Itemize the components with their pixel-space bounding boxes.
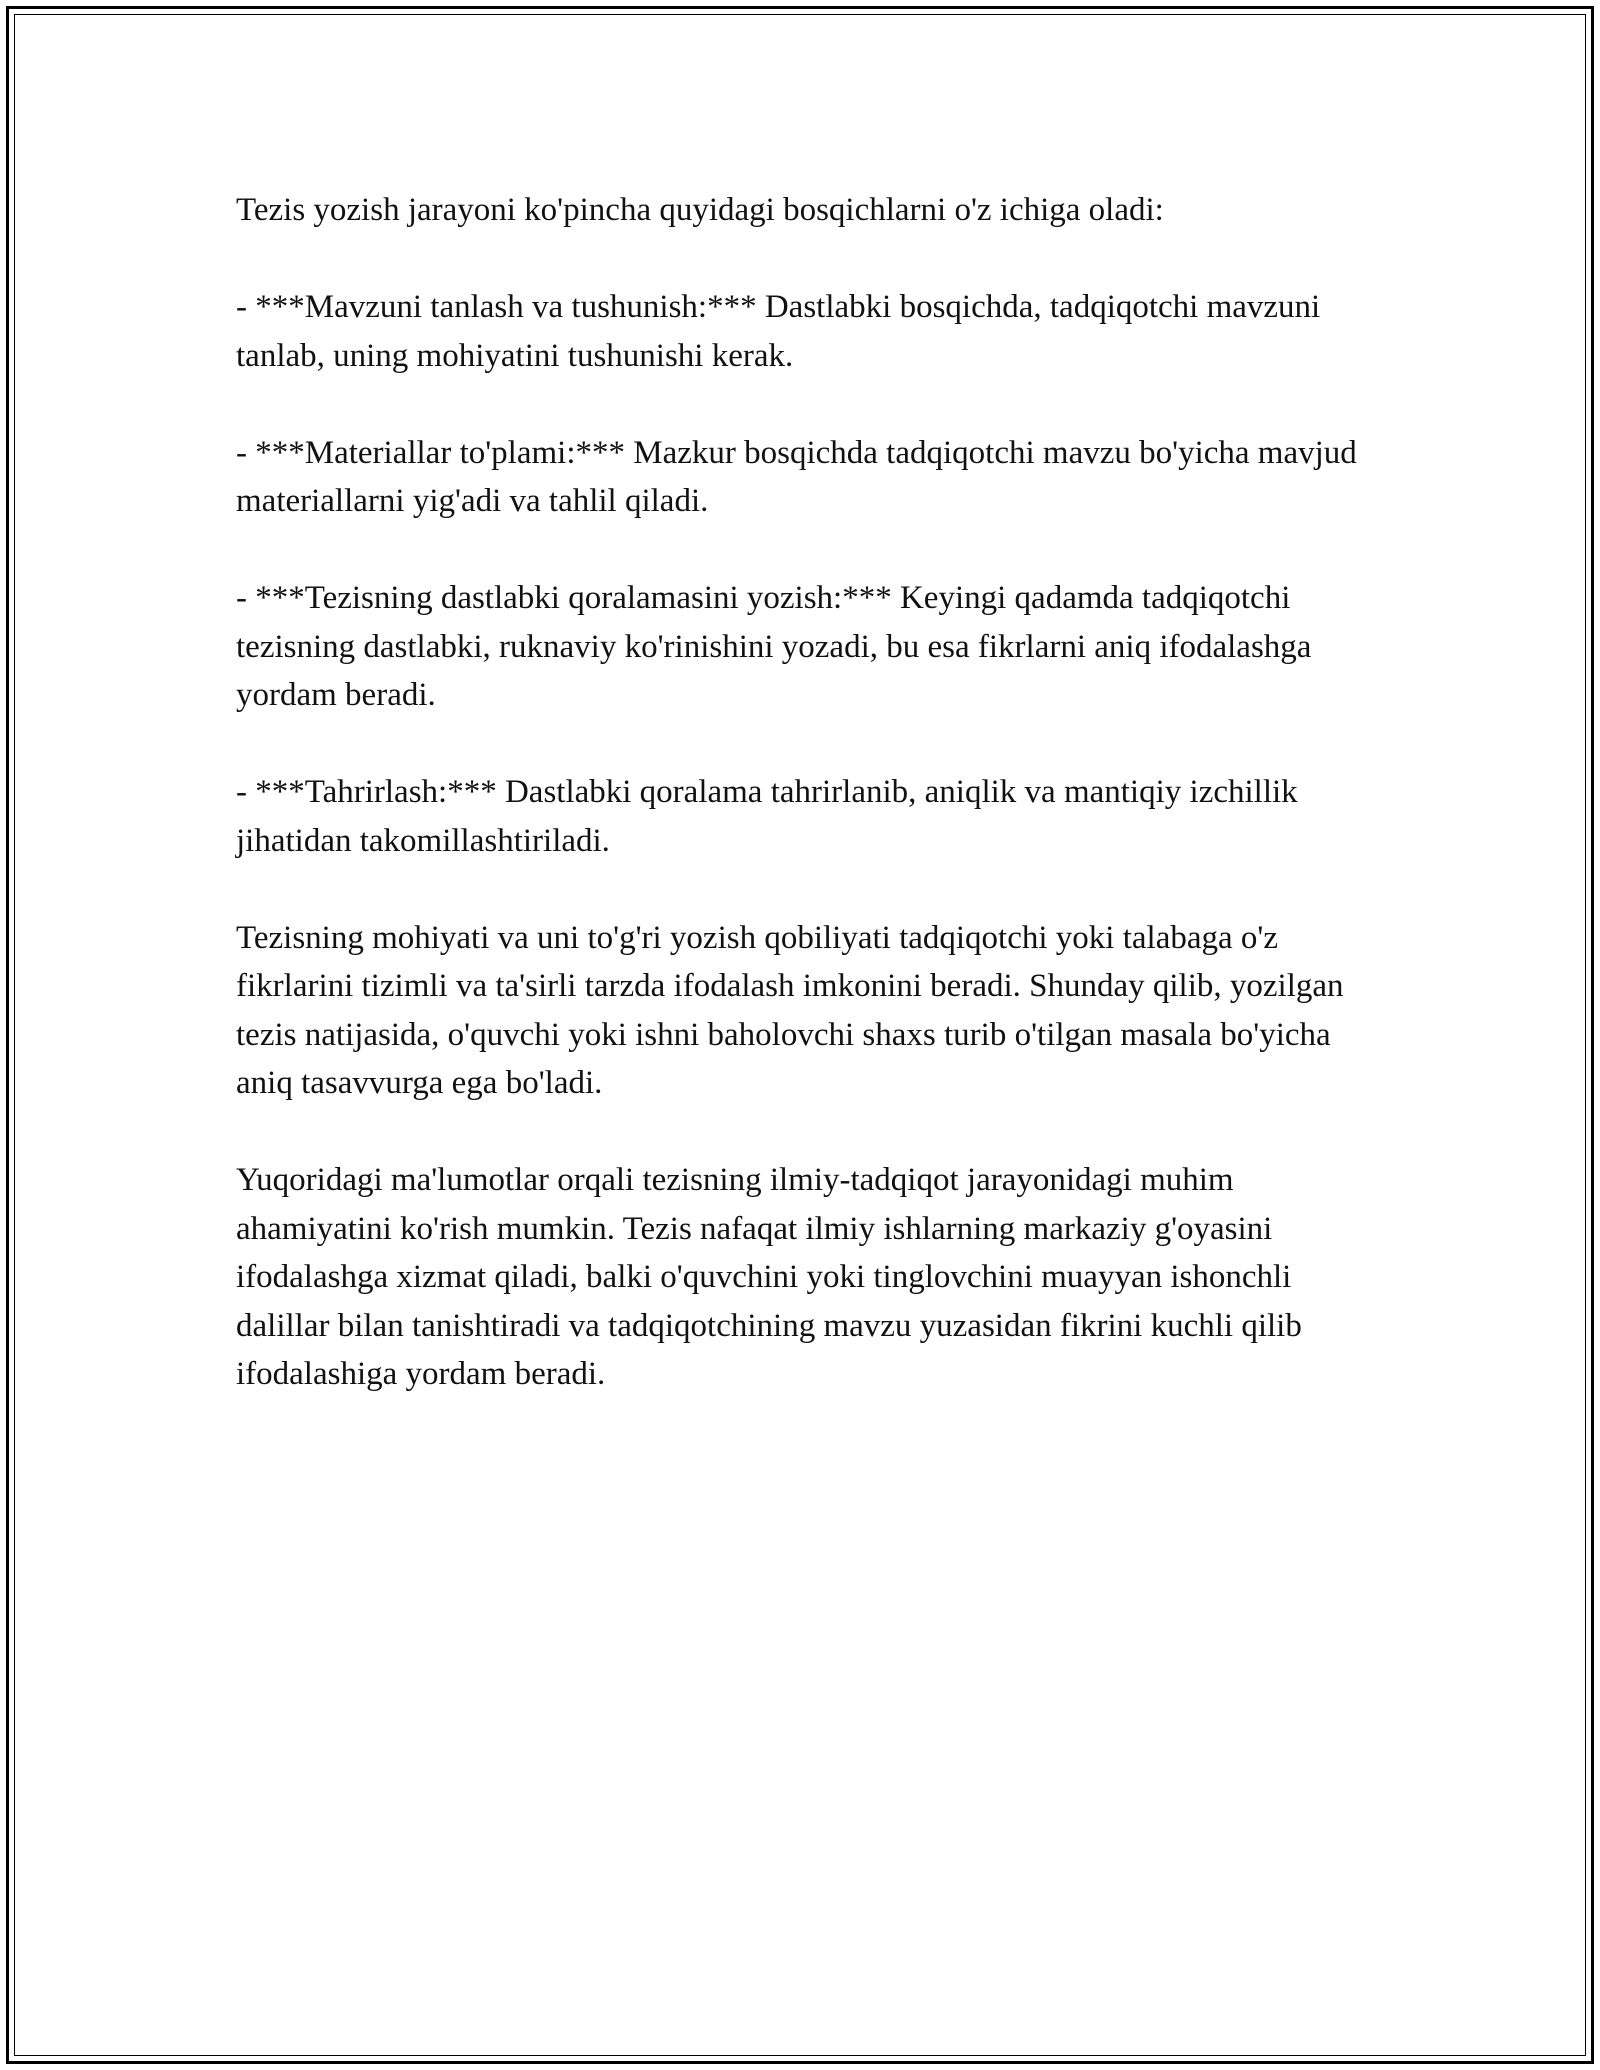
document-body — [236, 186, 1386, 1447]
list-item-first-draft: - ***Tezisning dastlabki qoralamasini yozish:*** Keyingi qadamda tadqiqotchi tezisning dastlabki, ruknaviy ko'rinishini yozadi, bu esa fikrlarni aniq ifodalashga yordam beradi. — [236, 580, 1312, 713]
intro-paragraph: Tezis yozish jarayoni ko'pincha quyidagi bosqichlarni o'z ichiga oladi: — [236, 192, 1164, 228]
body-paragraph-conclusion: Yuqoridagi ma'lumotlar orqali tezisning ilmiy-tadqiqot jarayonidagi muhim ahamiyatini ko'rish mumkin. Tezis nafaqat ilmiy ishlarning markaziy g'oyasini ifodalashga xizmat qiladi, balki o'quvchini yoki tinglovchini muayyan ishonchli dalillar bilan tanishtiradi va tadqiqotchining mavzu yuzasidan fikrini kuchli qilib ifodalashiga yordam beradi. — [236, 1162, 1302, 1392]
list-item-topic-selection: - ***Mavzuni tanlash va tushunish:*** Dastlabki bosqichda, tadqiqotchi mavzuni tanlab, uning mohiyatini tushunishi kerak. — [236, 289, 1321, 374]
list-item-materials-collection: - ***Materiallar to'plami:*** Mazkur bosqichda tadqiqotchi mavzu bo'yicha mavjud materiallarni yig'adi va tahlil qiladi. — [236, 434, 1357, 519]
list-item-editing: - ***Tahrirlash:*** Dastlabki qoralama tahrirlanib, aniqlik va mantiqiy izchillik jihatidan takomillashtiriladi. — [236, 774, 1298, 859]
body-paragraph-essence: Tezisning mohiyati va uni to'g'ri yozish qobiliyati tadqiqotchi yoki talabaga o'z fikrlarini tizimli va ta'sirli tarzda ifodalash imkonini beradi. Shunday qilib, yozilgan tezis natijasida, o'quvchi yoki ishni baholovchi shaxs turib o'tilgan masala bo'yicha aniq tasavvurga ega bo'ladi. — [236, 919, 1344, 1101]
